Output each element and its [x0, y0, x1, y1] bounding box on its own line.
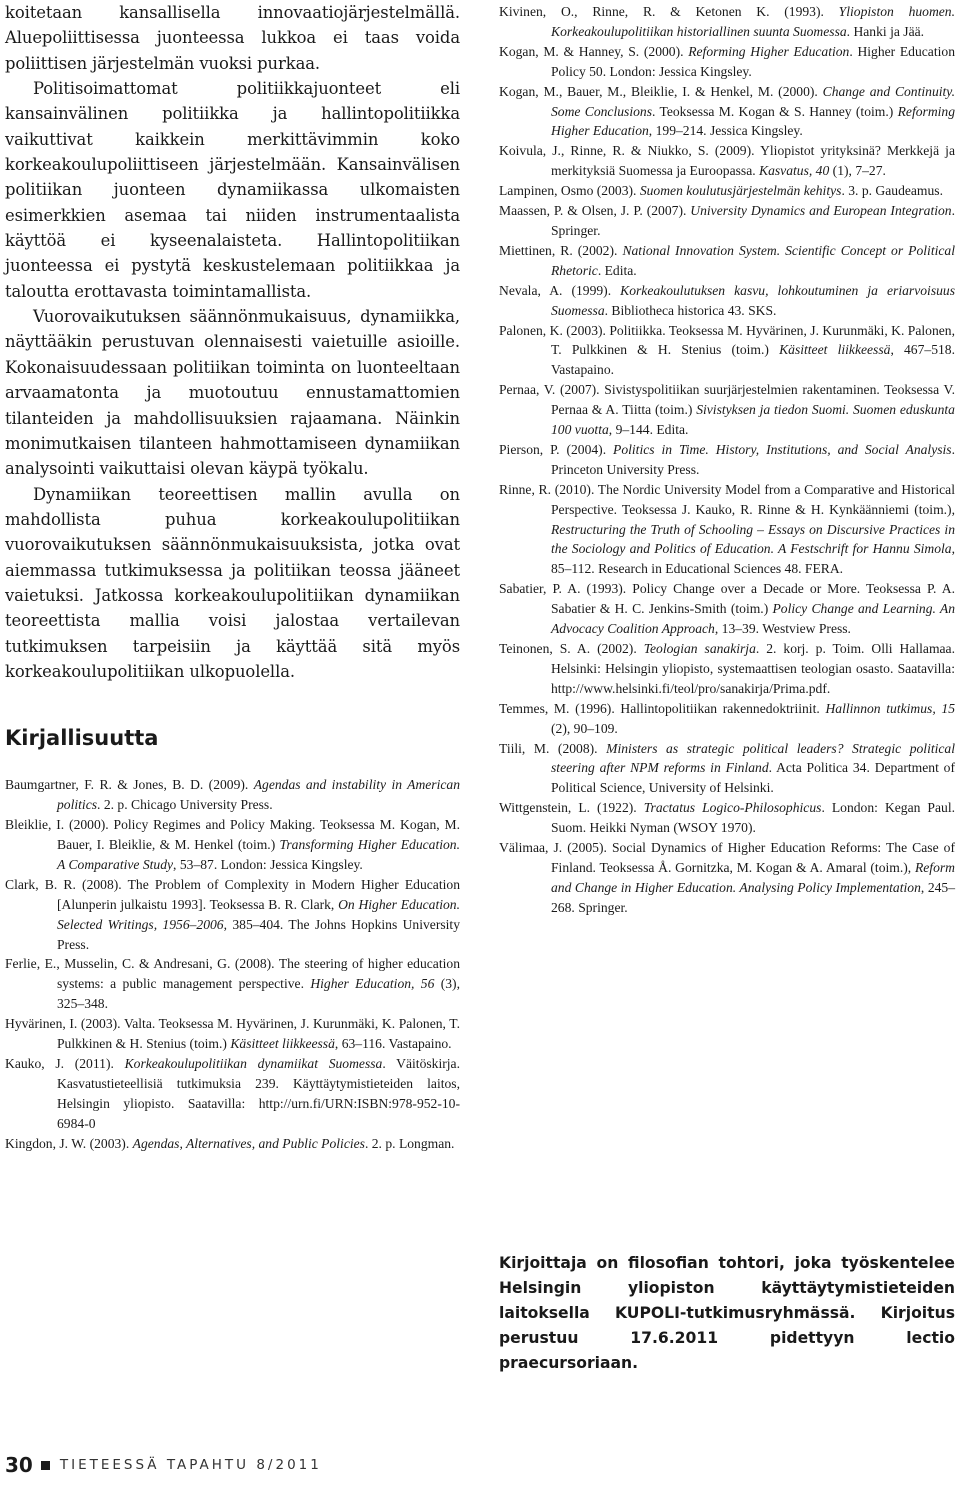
reference-title: Reform and Change in Higher Education. Analysing Policy Implementation: [551, 859, 955, 895]
reference-text: , 9–144. Edita.: [608, 422, 689, 438]
reference-title: University Dynamics and European Integration: [690, 203, 952, 219]
references-heading: Kirjallisuutta: [5, 726, 159, 751]
reference-text: Kauko, J. (2011).: [5, 1055, 125, 1071]
reference-text: Kivinen, O., Rinne, R. & Ketonen K. (1993).: [499, 4, 839, 19]
author-note: Kirjoittaja on filosofian tohtori, joka työskentelee Helsingin yliopiston käyttäytymistieteiden laitoksella KUPOLI-tutkimusryhmässä. Kirjoitus perustuu 17.6.2011 pidettyyn lectio praecursoriaan.: [499, 1254, 955, 1372]
reference-entry: [499, 480, 955, 580]
reference-entry: [499, 281, 955, 321]
reference-title: Suomen koulutusjärjestelmän kehitys: [639, 183, 842, 199]
article-body: [5, 0, 460, 684]
reference-entry: [499, 42, 955, 82]
reference-title: Korkeakoulupolitiikan dynamiikat Suomessa: [124, 1055, 383, 1071]
reference-text: . 3. p. Gaudeamus.: [841, 183, 943, 199]
reference-text: . Väitöskirja. Kasvatustieteellisiä tutkimuksia 239. Käyttäytymistieteiden laitos, Helsingin yliopisto. Saatavilla: http://urn.fi/URN:ISBN:978-952-10-6984-0: [57, 1055, 460, 1131]
reference-title: National Innovation System. Scientific Concept or Political Rhetoric: [551, 242, 955, 278]
reference-title: Käsitteet liikkeessä: [230, 1036, 335, 1052]
reference-text: (2), 90–109.: [551, 720, 618, 736]
body-paragraph: koitetaan kansallisella innovaatiojärjestelmällä. Aluepoliittisessa juonteessa lukkoa ei taas voida poliittisen järjestelmän vuoksi purkaa.: [5, 3, 460, 73]
reference-title: Agendas and instability in American politics: [57, 777, 461, 813]
reference-text: Miettinen, R. (2002).: [499, 242, 623, 258]
reference-text: , 53–87. London: Jessica Kingsley.: [173, 856, 363, 872]
body-paragraph: Dynamiikan teoreettisen mallin avulla on mahdollista puhua korkeakoulupolitiikan vuorovaikutuksen säännönmukaisuuksista, jotka ovat aiemmassa tutkimuksessa ja politiikan teossa jääneet vaietuksi. Jatkossa korkeakoulupolitiikan dynamiikan teoreettista mallia voisi jalostaa vertailevan tutkimuksen tarpeisiin ja käyttää sitä myös korkeakoulupolitiikan ulkopuolella.: [5, 484, 460, 681]
reference-text: Maassen, P. & Olsen, J. P. (2007).: [499, 203, 691, 219]
reference-title: Transforming Higher Education. A Comparative Study: [57, 837, 460, 872]
reference-text: (3), 325–348.: [57, 976, 460, 1012]
reference-entry: [5, 875, 460, 955]
reference-text: Temmes, M. (1996). Hallintopolitiikan rakennedoktriinit.: [499, 700, 826, 716]
reference-text: Pernaa, V. (2007). Sivistyspolitiikan suurjärjestelmien rakentaminen. Teoksessa V. Pernaa & A. Tiitta (toim.): [499, 382, 955, 418]
reference-title: On Higher Education. Selected Writings, 1956–2006: [57, 896, 460, 932]
reference-text: Ferlie, E., Musselin, C. & Andresani, G. (2008). The steering of higher education systems: a public management perspective.: [5, 956, 460, 992]
reference-entry: [5, 775, 460, 815]
page-footer: [5, 1452, 322, 1478]
reference-entry: [499, 579, 955, 639]
reference-title: Hallinnon tutkimus, 15: [825, 700, 955, 716]
reference-entry: [499, 798, 955, 838]
reference-text: Hyvärinen, I. (2003). Valta. Teoksessa M. Hyvärinen, J. Kurunmäki, K. Palonen, T. Pulkkinen & H. Stenius (toim.): [5, 1016, 460, 1052]
reference-entry: [499, 82, 955, 142]
reference-title: Higher Education, 56: [310, 976, 435, 992]
reference-title: Reforming Higher Education: [551, 103, 956, 139]
reference-text: , 199–214. Jessica Kingsley.: [648, 123, 803, 139]
reference-text: Välimaa, J. (2005). Social Dynamics of Higher Education Reforms: The Case of Finland. Teoksessa Å. Gornitzka, M. Kogan & A. Amaral (toim.),: [499, 840, 955, 875]
reference-title: Käsitteet liikkeessä: [779, 342, 891, 358]
reference-entry: [499, 201, 955, 241]
reference-text: Baumgartner, F. R. & Jones, B. D. (2009).: [5, 777, 254, 793]
reference-title: Ministers as strategic political leaders? Strategic political steering after NPM reforms in Finland: [551, 740, 956, 776]
reference-title: Policy Change and Learning. An Advocacy Coalition Approach: [551, 601, 955, 637]
reference-title: Tractatus Logico-Philosophicus: [643, 800, 822, 816]
reference-title: Change and Continuity. Some Conclusions: [551, 83, 955, 119]
reference-title: Kasvatus, 40: [759, 163, 830, 179]
reference-title: Reforming Higher Education: [688, 43, 850, 59]
reference-title: Teologian sanakirja: [643, 641, 756, 656]
reference-text: Kogan, M. & Hanney, S. (2000).: [499, 43, 689, 59]
reference-text: Clark, B. R. (2008). The Problem of Complexity in Modern Higher Education [Alunperin julkaistu 1993]. Teoksessa B. R. Clark,: [5, 876, 460, 912]
reference-text: Pierson, P. (2004).: [499, 441, 614, 457]
reference-text: Nevala, A. (1999).: [499, 282, 621, 298]
magazine-name: TIETEESSÄ TAPAHTU 8/2011: [59, 1457, 322, 1473]
reference-text: Sabatier, P. A. (1993). Policy Change over a Decade or More. Teoksessa P. A. Sabatier & H. C. Jenkins-Smith (toim.): [499, 581, 955, 617]
reference-text: . Springer.: [551, 203, 955, 238]
reference-title: Restructuring the Truth of Schooling – Essays on Discursive Practices in the Sociology and Politics of Education. A Festschrift for Hannu Simola: [551, 521, 955, 557]
reference-text: , 63–116. Vastapaino.: [334, 1036, 452, 1052]
reference-text: , 13–39. Westview Press.: [714, 621, 851, 637]
references-list-right: [499, 2, 955, 918]
reference-entry: [499, 2, 955, 42]
reference-entry: [5, 1054, 460, 1134]
reference-title: Agendas, Alternatives, and Public Policies: [132, 1135, 365, 1151]
reference-text: (1), 7–27.: [829, 163, 886, 179]
reference-text: . Bibliotheca historica 43. SKS.: [604, 302, 777, 318]
reference-entry: [5, 815, 460, 875]
reference-entry: [499, 699, 955, 739]
reference-text: , 385–404. The Johns Hopkins University Press.: [57, 916, 460, 952]
reference-text: . Acta Politica 34. Department of Political Science, University of Helsinki.: [551, 760, 955, 796]
left-column: [5, 0, 460, 1154]
reference-text: . Higher Education Policy 50. London: Jessica Kingsley.: [551, 43, 955, 79]
reference-text: Kingdon, J. W. (2003).: [5, 1135, 133, 1151]
reference-text: , 85–112. Research in Educational Sciences 48. FERA.: [551, 541, 955, 577]
body-paragraph: Politisoimattomat politiikkajuonteet eli kansainvälinen politiikka ja hallintopolitiikka vaikuttivat kaikkein merkittävimmin koko korkeakoulupoliittiseen järjestelmään. Kansainvälisen politiikan juonteen dynamiikassa ulkomaisten esimerkkien asemaa tai niiden instrumentaalista käyttöä ei kyseenalaisteta. Hallintopolitiikan juonteessa ei pystytä keskustelemaan politiikkaa ja taloutta erottavasta toimintamallista.: [5, 79, 460, 301]
reference-entry: [5, 1014, 460, 1054]
reference-text: Bleiklie, I. (2000). Policy Regimes and Policy Making. Teoksessa M. Kogan, M. Bauer, I. Bleiklie, & M. Henkel (toim.): [5, 817, 460, 852]
references-list-left: [5, 775, 460, 1153]
reference-entry: [499, 141, 955, 181]
reference-text: Lampinen, Osmo (2003).: [499, 183, 640, 199]
reference-text: . 2. p. Chicago University Press.: [97, 797, 273, 813]
reference-title: Korkeakoulutuksen kasvu, lohkoutuminen ja eriarvoisuus Suomessa: [551, 282, 955, 318]
reference-text: , 245–268. Springer.: [551, 879, 956, 915]
reference-entry: [499, 241, 955, 281]
reference-entry: [499, 380, 955, 440]
reference-text: . London: Kegan Paul. Suom. Heikki Nyman (WSOY 1970).: [551, 800, 956, 836]
reference-text: . Hanki ja Jää.: [846, 23, 925, 39]
reference-entry: [499, 838, 955, 918]
reference-text: , 467–518. Vastapaino.: [551, 342, 955, 378]
square-bullet-icon: [41, 1461, 50, 1470]
reference-text: . 2. korj. p. Toim. Olli Hallamaa. Helsinki: Helsingin yliopisto, systemaattisen teologian osasto. Saatavilla: http://www.helsinki.fi/teol/pro/sanakirja/Prima.pdf.: [551, 641, 955, 696]
reference-title: Politics in Time. History, Institutions, and Social Analysis: [613, 441, 952, 457]
reference-entry: [499, 639, 955, 699]
reference-text: . Edita.: [597, 262, 637, 278]
reference-text: Teinonen, S. A. (2002).: [499, 641, 644, 656]
right-column: [499, 2, 955, 918]
reference-text: Koivula, J., Rinne, R. & Niukko, S. (2009). Yliopistot yrityksinä? Merkkejä ja merkityksiä Suomessa ja Euroopassa.: [499, 143, 955, 179]
reference-text: Rinne, R. (2010). The Nordic University Model from a Comparative and Historical Perspective. Teoksessa J. Kauko, R. Rinne & H. Kynkäänniemi (toim.),: [499, 481, 955, 517]
reference-title: Sivistyksen ja tiedon Suomi. Suomen eduskunta 100 vuotta: [551, 402, 955, 438]
reference-text: . 2. p. Longman.: [364, 1135, 455, 1151]
reference-text: . Princeton University Press.: [551, 441, 955, 477]
reference-entry: [499, 739, 955, 799]
reference-entry: [499, 181, 955, 201]
body-paragraph: Vuorovaikutuksen säännönmukaisuus, dynamiikka, näyttääkin perustuvan olennaisesti vaietuille asioille. Kokonaisuudessaan politiikan toiminta on luonteeltaan arvaamatonta ja muotoutuu ennustamattomien tilanteiden ja mahdollisuuksien rajaamana. Näinkin monimutkaisen tilanteen hahmottamiseen dynamiikan analysointi vaikuttaisi olevan käypä työkalu.: [5, 307, 460, 479]
reference-entry: [5, 1134, 460, 1154]
reference-entry: [499, 321, 955, 381]
reference-text: Palonen, K. (2003). Politiikka. Teoksessa M. Hyvärinen, J. Kurunmäki, K. Palonen, T. Pulkkinen & H. Stenius (toim.): [499, 322, 955, 358]
reference-text: Wittgenstein, L. (1922).: [499, 800, 644, 816]
reference-text: Tiili, M. (2008).: [499, 740, 607, 756]
reference-text: Kogan, M., Bauer, M., Bleiklie, I. & Henkel, M. (2000).: [499, 83, 823, 99]
reference-text: . Teoksessa M. Kogan & S. Hanney (toim.): [652, 103, 898, 119]
reference-entry: [499, 440, 955, 480]
page-number: 30: [5, 1453, 33, 1477]
reference-entry: [5, 954, 460, 1014]
reference-title: Yliopiston huomen. Korkeakoulupolitiikan historiallinen suunta Suomessa: [551, 4, 956, 39]
